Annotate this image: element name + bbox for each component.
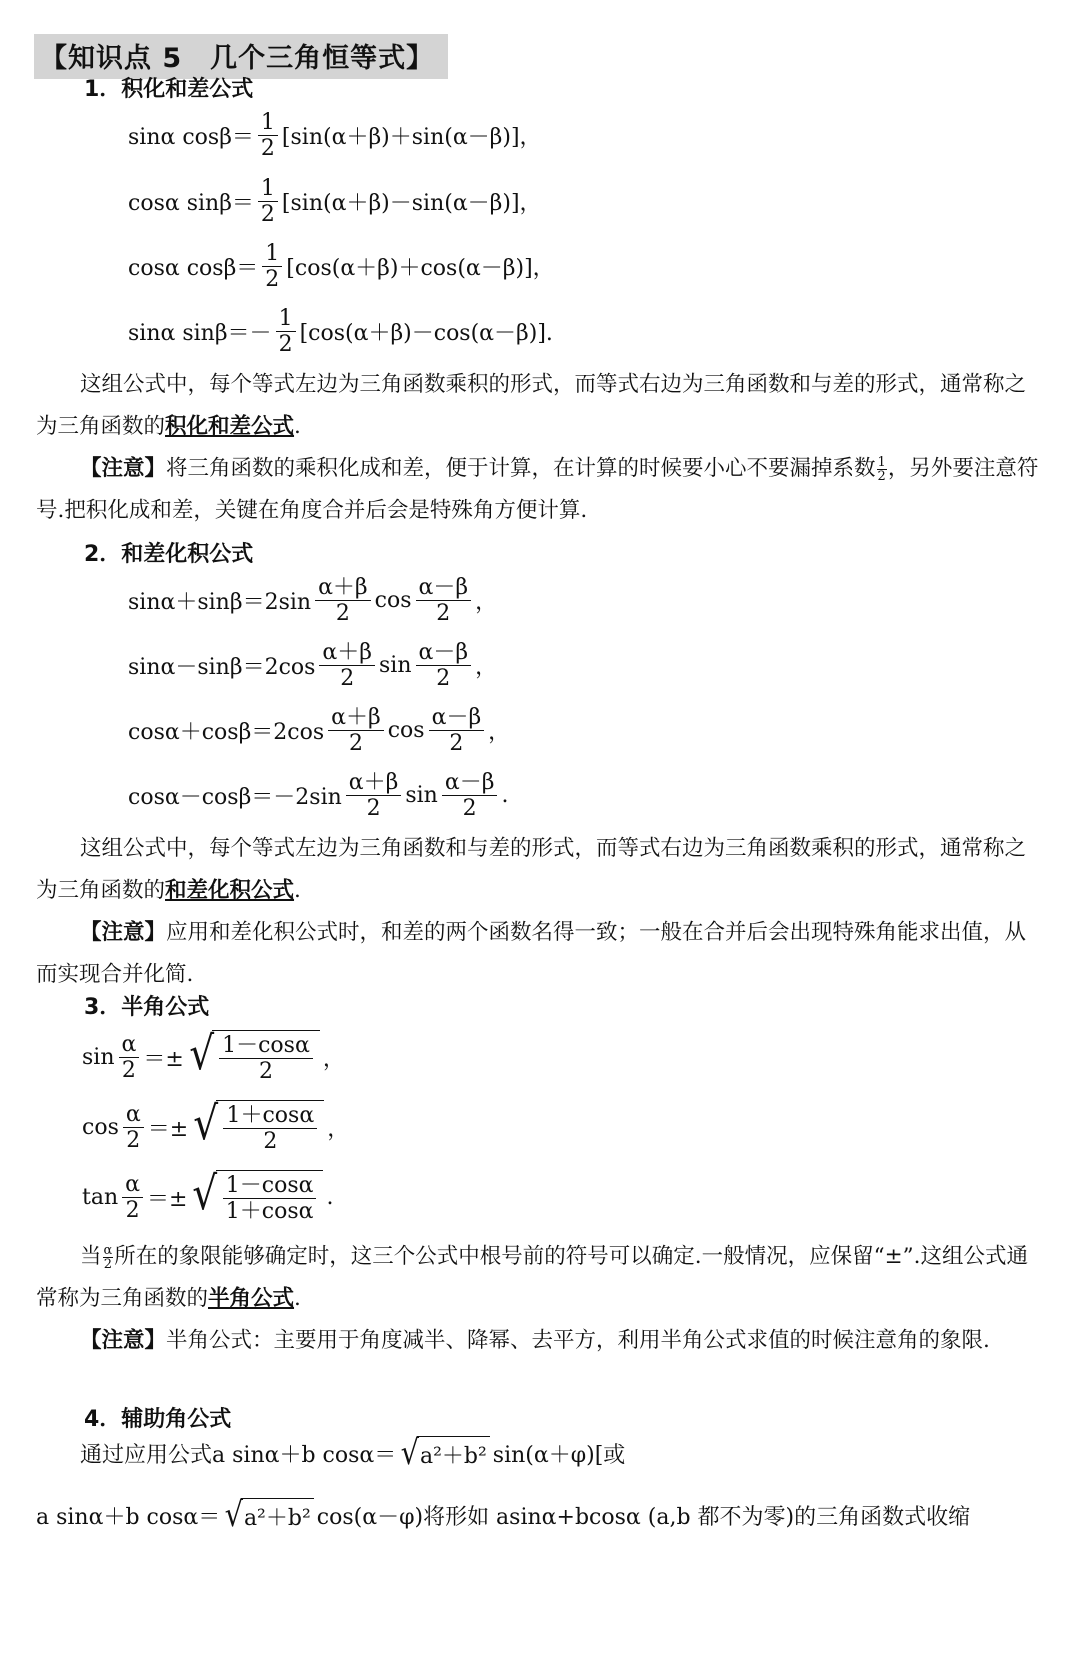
term-sum-to-product: 和差化积公式 bbox=[165, 878, 295, 903]
formula-sum-to-product-2: sinα－sinβ＝2cos $\frac{\alpha+\beta}{2}$ sin $\frac{\alpha-\beta}{2}$ ， bbox=[128, 640, 498, 692]
heading-sum-to-product: 2．和差化积公式 bbox=[84, 542, 254, 567]
formula-product-to-sum-3: cosα cosβ＝ $\frac{1}{2}$ [cos(α＋β)＋cos(α－β)]， bbox=[128, 241, 555, 293]
square-root: √ $\frac{1-\cos\alpha}{1+\cos\alpha}$ bbox=[190, 1170, 323, 1225]
note-label: 【注意】 bbox=[80, 920, 167, 945]
fraction: $\frac{1}{2}$ bbox=[258, 176, 278, 228]
fraction: $\frac{1}{2}$ bbox=[258, 110, 278, 162]
formula-sum-to-product-1: sinα＋sinβ＝2sin $\frac{\alpha+\beta}{2}$ cos $\frac{\alpha-\beta}{2}$ ， bbox=[128, 575, 498, 627]
formula-product-to-sum-4: sinα sinβ＝－ $\frac{1}{2}$ [cos(α＋β)－cos(α－β)]. bbox=[128, 306, 553, 358]
auxiliary-angle-line-2: a sinα＋b cosα＝ √ a²＋b² cos(α－φ)将形如 asinα+bcosα (a,b 都不为零)的三角函数式收缩 bbox=[36, 1495, 971, 1535]
square-root: √ a²＋b² bbox=[223, 1498, 314, 1532]
square-root: √ $\frac{1+\cos\alpha}{2}$ bbox=[191, 1100, 324, 1155]
inline-fraction: $\frac{\alpha}{2}$ bbox=[103, 1242, 113, 1272]
heading-auxiliary-angle: 4．辅助角公式 bbox=[84, 1407, 232, 1432]
note-product-to-sum: 【注意】将三角函数的乘积化成和差，便于计算，在计算的时候要小心不要漏掉系数 $\frac{1}{2}$ ，另外要注意符号.把积化成和差，关键在角度合并后会是特殊角方便计算. bbox=[36, 454, 1039, 523]
formula-sum-to-product-4: cosα－cosβ＝－2sin $\frac{\alpha+\beta}{2}$ sin $\frac{\alpha-\beta}{2}$ . bbox=[128, 770, 509, 822]
paragraph-sum-to-product: 这组公式中，每个等式左边为三角函数和与差的形式，而等式右边为三角函数乘积的形式，通常称之为三角函数的和差化积公式. bbox=[36, 836, 1027, 903]
fraction: $\frac{1}{2}$ bbox=[262, 241, 282, 293]
note-sum-to-product: 【注意】应用和差化积公式时，和差的两个函数名得一致；一般在合并后会出现特殊角能求出值，从而实现合并化简. bbox=[36, 920, 1027, 987]
auxiliary-angle-line-1: 通过应用公式 a sinα＋b cosα＝ √ a²＋b² sin(α＋φ)[或 bbox=[80, 1433, 626, 1473]
square-root: √ a²＋b² bbox=[399, 1436, 490, 1470]
term-product-to-sum: 积化和差公式 bbox=[165, 414, 295, 439]
note-label: 【注意】 bbox=[80, 456, 167, 481]
heading-half-angle: 3．半角公式 bbox=[84, 995, 210, 1020]
formula-half-angle-cos: cos $\frac{\alpha}{2}$ ＝± √ $\frac{1+\cos\alpha}{2}$ ， bbox=[82, 1096, 350, 1155]
inline-fraction: $\frac{1}{2}$ bbox=[877, 454, 886, 484]
formula-half-angle-tan: tan $\frac{\alpha}{2}$ ＝± √ $\frac{1-\cos\alpha}{1+\cos\alpha}$ . bbox=[82, 1166, 334, 1225]
note-label: 【注意】 bbox=[80, 1328, 167, 1353]
paragraph-half-angle: 当 $\frac{\alpha}{2}$ 所在的象限能够确定时，这三个公式中根号前的符号可以确定.一般情况，应保留“±”.这组公式通常称为三角函数的半角公式. bbox=[36, 1242, 1028, 1311]
heading-product-to-sum: 1．积化和差公式 bbox=[84, 77, 254, 102]
section-title: 【知识点 5 几个三角恒等式】 bbox=[34, 34, 448, 79]
square-root: √ $\frac{1-\cos\alpha}{2}$ bbox=[187, 1030, 320, 1085]
formula-product-to-sum-1: sinα cosβ＝ $\frac{1}{2}$ [sin(α＋β)＋sin(α－β)]， bbox=[128, 110, 542, 162]
term-half-angle: 半角公式 bbox=[208, 1286, 295, 1311]
formula-half-angle-sin: sin $\frac{\alpha}{2}$ ＝± √ $\frac{1-\cos\alpha}{2}$ ， bbox=[82, 1026, 345, 1085]
formula-sum-to-product-3: cosα＋cosβ＝2cos $\frac{\alpha+\beta}{2}$ cos $\frac{\alpha-\beta}{2}$ ， bbox=[128, 705, 511, 757]
note-half-angle: 【注意】半角公式：主要用于角度减半、降幂、去平方，利用半角公式求值的时候注意角的象限. bbox=[80, 1328, 990, 1353]
fraction: $\frac{1}{2}$ bbox=[276, 306, 296, 358]
formula-product-to-sum-2: cosα sinβ＝ $\frac{1}{2}$ [sin(α＋β)－sin(α－β)]， bbox=[128, 176, 542, 228]
paragraph-product-to-sum: 这组公式中，每个等式左边为三角函数乘积的形式，而等式右边为三角函数和与差的形式，通常称之为三角函数的积化和差公式. bbox=[36, 372, 1027, 439]
